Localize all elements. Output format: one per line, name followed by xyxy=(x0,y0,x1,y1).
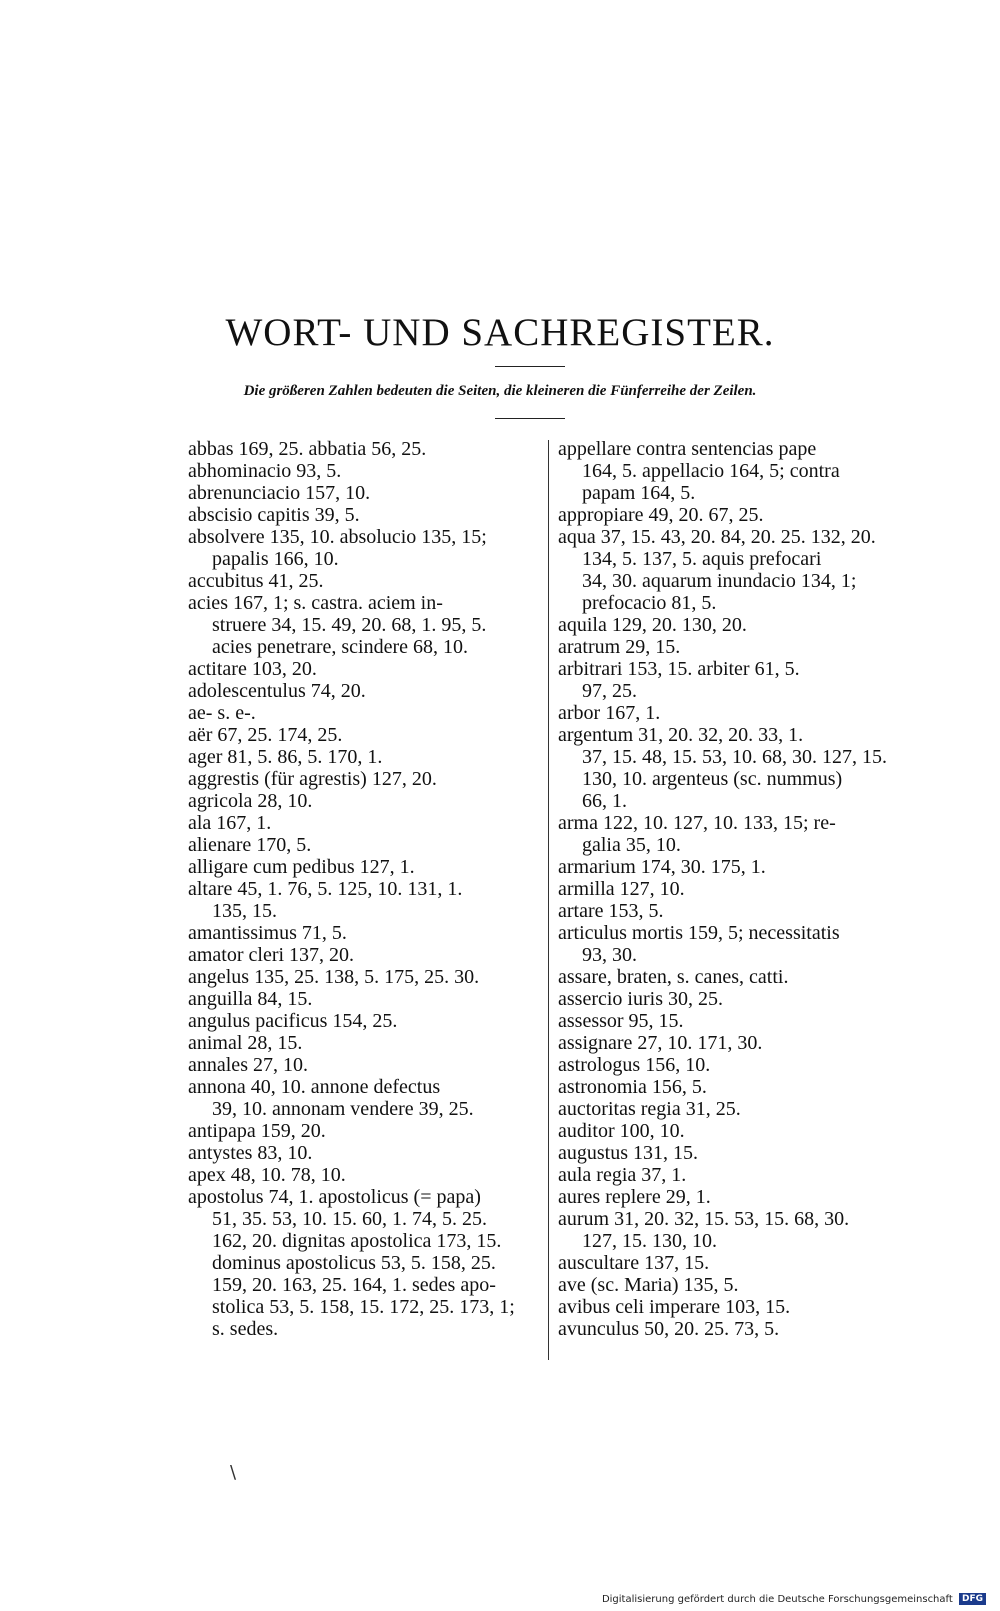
index-entry-line: ager 81, 5. 86, 5. 170, 1. xyxy=(188,746,383,768)
index-entry-line: aratrum 29, 15. xyxy=(558,636,681,658)
right-column xyxy=(558,438,913,1340)
index-entry-line: 135, 15. xyxy=(212,900,277,922)
index-entry-line: augustus 131, 15. xyxy=(558,1142,698,1164)
index-entry-line: aër 67, 25. 174, 25. xyxy=(188,724,343,746)
index-entry-line: angulus pacificus 154, 25. xyxy=(188,1010,398,1032)
title-rule xyxy=(495,366,565,367)
index-entry-line: assignare 27, 10. 171, 30. xyxy=(558,1032,763,1054)
index-entry-line: angelus 135, 25. 138, 5. 175, 25. 30. xyxy=(188,966,480,988)
index-entry-line: arma 122, 10. 127, 10. 133, 15; re- xyxy=(558,812,836,834)
index-entry-line: assercio iuris 30, 25. xyxy=(558,988,723,1010)
index-entry-line: 97, 25. xyxy=(582,680,637,702)
index-entry-line: 164, 5. appellacio 164, 5; contra xyxy=(582,460,840,482)
index-entry-line: artare 153, 5. xyxy=(558,900,664,922)
index-entry-line: papalis 166, 10. xyxy=(212,548,339,570)
index-entry-line: astrologus 156, 10. xyxy=(558,1054,711,1076)
index-entry-line: aurum 31, 20. 32, 15. 53, 15. 68, 30. xyxy=(558,1208,850,1230)
index-entry-line: abbas 169, 25. abbatia 56, 25. xyxy=(188,438,427,460)
index-entry-line: galia 35, 10. xyxy=(582,834,681,856)
index-entry-line: appellare contra sentencias pape xyxy=(558,438,817,460)
index-entry-line: papam 164, 5. xyxy=(582,482,696,504)
index-entry-line: abhominacio 93, 5. xyxy=(188,460,342,482)
index-entry-line: 162, 20. dignitas apostolica 173, 15. xyxy=(212,1230,502,1252)
index-entry-line: 130, 10. argenteus (sc. nummus) xyxy=(582,768,843,790)
index-entry-line: struere 34, 15. 49, 20. 68, 1. 95, 5. xyxy=(212,614,487,636)
index-entry-line: animal 28, 15. xyxy=(188,1032,303,1054)
index-entry-line: 159, 20. 163, 25. 164, 1. sedes apo- xyxy=(212,1274,496,1296)
index-entry-line: 93, 30. xyxy=(582,944,637,966)
index-entry-line: abscisio capitis 39, 5. xyxy=(188,504,360,526)
index-entry-line: aures replere 29, 1. xyxy=(558,1186,711,1208)
index-entry-line: acies penetrare, scindere 68, 10. xyxy=(212,636,468,658)
index-entry-line: ala 167, 1. xyxy=(188,812,272,834)
index-entry-line: antystes 83, 10. xyxy=(188,1142,313,1164)
index-entry-line: 34, 30. aquarum inundacio 134, 1; xyxy=(582,570,857,592)
dfg-logo: DFG xyxy=(959,1593,986,1605)
index-entry-line: s. sedes. xyxy=(212,1318,279,1340)
page-title: WORT- UND SACHREGISTER. xyxy=(225,311,775,354)
index-entry-line: accubitus 41, 25. xyxy=(188,570,324,592)
index-entry-line: aqua 37, 15. 43, 20. 84, 20. 25. 132, 20. xyxy=(558,526,876,548)
index-entry-line: prefocacio 81, 5. xyxy=(582,592,717,614)
index-entry-line: avibus celi imperare 103, 15. xyxy=(558,1296,791,1318)
index-entry-line: alligare cum pedibus 127, 1. xyxy=(188,856,415,878)
footer-text: Digitalisierung gefördert durch die Deutsche Forschungsgemeinschaft xyxy=(601,1594,953,1605)
index-entry-line: aula regia 37, 1. xyxy=(558,1164,687,1186)
index-entry-line: abrenunciacio 157, 10. xyxy=(188,482,371,504)
index-entry-line: assessor 95, 15. xyxy=(558,1010,684,1032)
index-entry-line: auditor 100, 10. xyxy=(558,1120,685,1142)
index-entry-line: ave (sc. Maria) 135, 5. xyxy=(558,1274,739,1296)
index-entry-line: aggrestis (für agrestis) 127, 20. xyxy=(188,768,437,790)
index-entry-line: alienare 170, 5. xyxy=(188,834,312,856)
index-entry-line: 66, 1. xyxy=(582,790,627,812)
index-entry-line: annales 27, 10. xyxy=(188,1054,308,1076)
index-entry-line: astronomia 156, 5. xyxy=(558,1076,707,1098)
index-entry-line: actitare 103, 20. xyxy=(188,658,317,680)
index-entry-line: acies 167, 1; s. castra. aciem in- xyxy=(188,592,443,614)
index-entry-line: ae- s. e-. xyxy=(188,702,256,724)
index-entry-line: 51, 35. 53, 10. 15. 60, 1. 74, 5. 25. xyxy=(212,1208,487,1230)
index-entry-line: apex 48, 10. 78, 10. xyxy=(188,1164,346,1186)
index-entry-line: adolescentulus 74, 20. xyxy=(188,680,366,702)
margin-mark: \ xyxy=(230,1462,237,1483)
footer-credit xyxy=(602,1593,986,1605)
index-entry-line: 134, 5. 137, 5. aquis prefocari xyxy=(582,548,822,570)
left-column xyxy=(188,438,538,1340)
index-entry-line: auctoritas regia 31, 25. xyxy=(558,1098,741,1120)
index-entry-line: auscultare 137, 15. xyxy=(558,1252,710,1274)
index-entry-line: antipapa 159, 20. xyxy=(188,1120,326,1142)
index-entry-line: appropiare 49, 20. 67, 25. xyxy=(558,504,764,526)
index-entry-line: annona 40, 10. annone defectus xyxy=(188,1076,441,1098)
index-entry-line: apostolus 74, 1. apostolicus (= papa) xyxy=(188,1186,481,1208)
index-entry-line: arbitrari 153, 15. arbiter 61, 5. xyxy=(558,658,800,680)
index-entry-line: amantissimus 71, 5. xyxy=(188,922,347,944)
index-entry-line: dominus apostolicus 53, 5. 158, 25. xyxy=(212,1252,496,1274)
index-entry-line: anguilla 84, 15. xyxy=(188,988,313,1010)
subtitle-rule xyxy=(495,418,565,419)
index-entry-line: absolvere 135, 10. absolucio 135, 15; xyxy=(188,526,487,548)
index-entry-line: amator cleri 137, 20. xyxy=(188,944,355,966)
index-entry-line: armarium 174, 30. 175, 1. xyxy=(558,856,766,878)
index-entry-line: agricola 28, 10. xyxy=(188,790,313,812)
index-entry-line: armilla 127, 10. xyxy=(558,878,685,900)
column-divider xyxy=(548,440,549,1360)
index-entry-line: altare 45, 1. 76, 5. 125, 10. 131, 1. xyxy=(188,878,463,900)
index-entry-line: articulus mortis 159, 5; necessitatis xyxy=(558,922,840,944)
index-entry-line: assare, braten, s. canes, catti. xyxy=(558,966,789,988)
index-entry-line: stolica 53, 5. 158, 15. 172, 25. 173, 1; xyxy=(212,1296,515,1318)
index-entry-line: arbor 167, 1. xyxy=(558,702,661,724)
index-entry-line: avunculus 50, 20. 25. 73, 5. xyxy=(558,1318,780,1340)
index-entry-line: 127, 15. 130, 10. xyxy=(582,1230,717,1252)
index-entry-line: 37, 15. 48, 15. 53, 10. 68, 30. 127, 15. xyxy=(582,746,887,768)
index-entry-line: argentum 31, 20. 32, 20. 33, 1. xyxy=(558,724,804,746)
index-entry-line: aquila 129, 20. 130, 20. xyxy=(558,614,747,636)
index-entry-line: 39, 10. annonam vendere 39, 25. xyxy=(212,1098,474,1120)
page-subtitle: Die größeren Zahlen bedeuten die Seiten, die kleineren die Fünferreihe der Zeilen. xyxy=(243,383,757,399)
